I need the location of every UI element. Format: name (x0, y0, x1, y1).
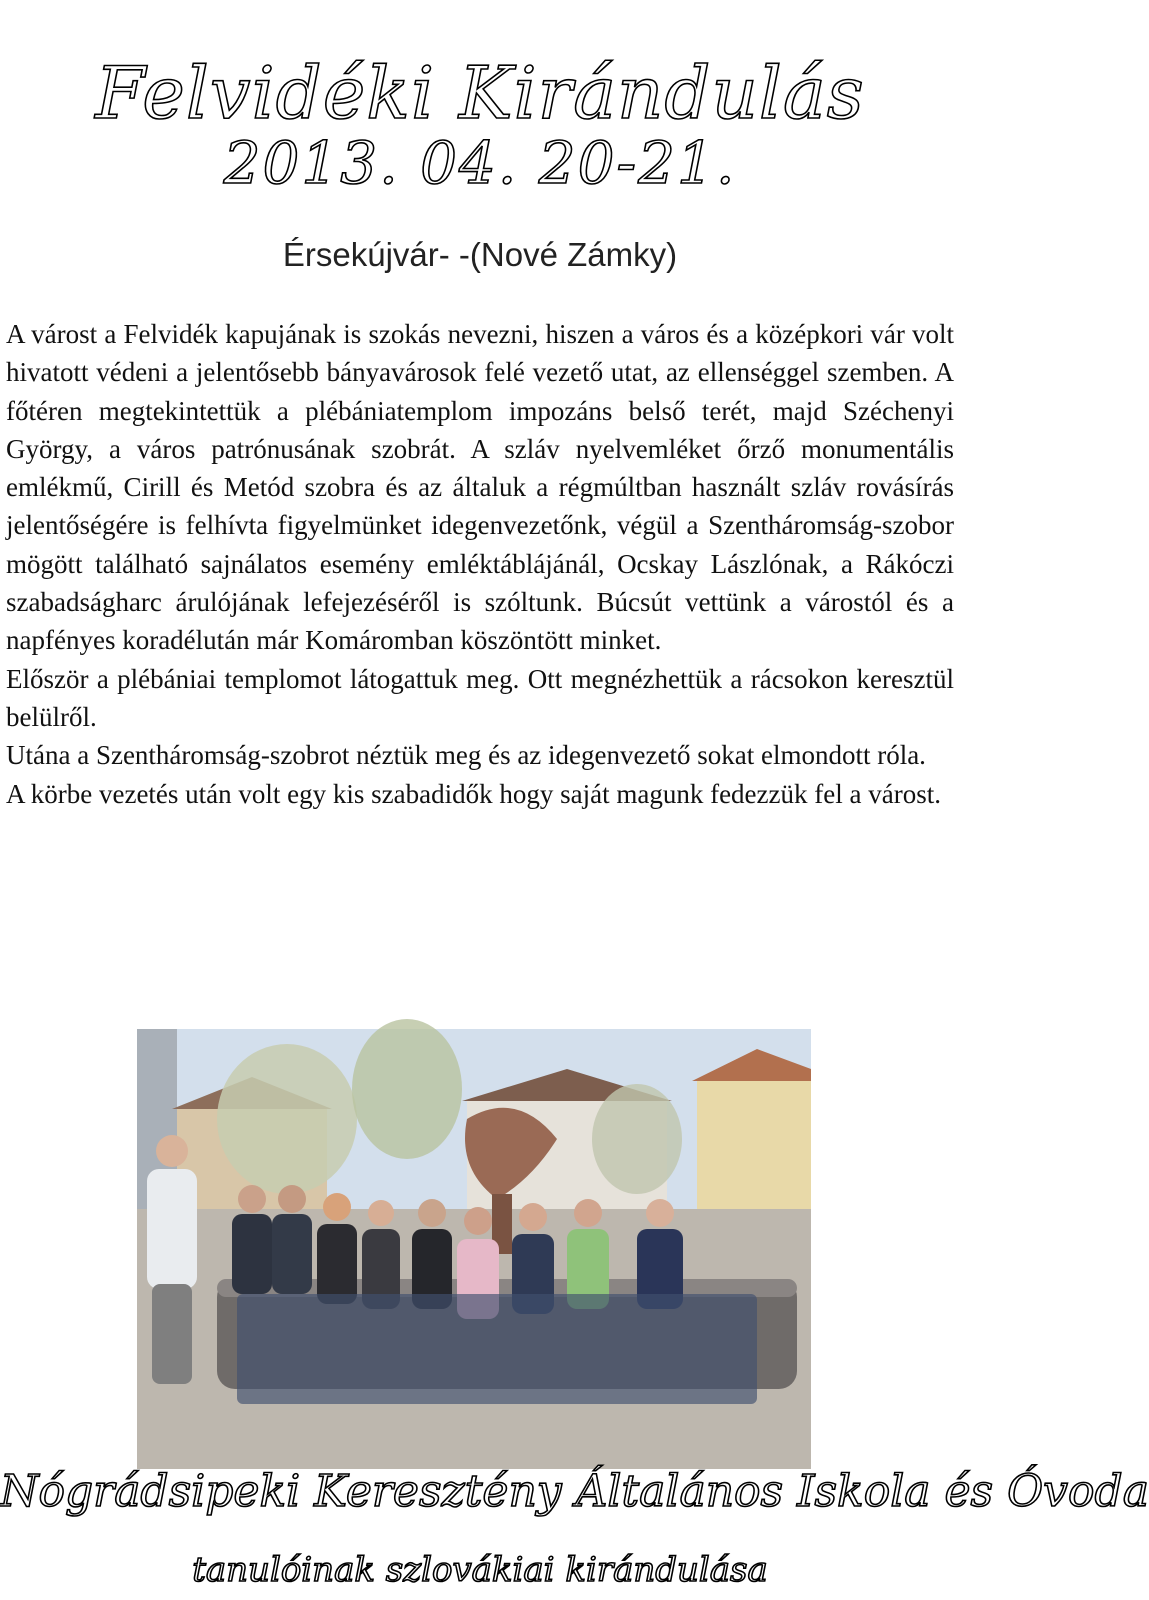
group-photo-illustration (137, 1029, 811, 1469)
trip-date: 2013. 04. 20-21. (223, 129, 737, 197)
paragraph-4: A körbe vezetés után volt egy kis szabadidők hogy saját magunk fedezzük fel a várost. (6, 778, 941, 809)
paragraph-1: A várost a Felvidék kapujának is szokás nevezni, hiszen a város és a középkori vár volt hivatott védeni a jelentősebb bányavárosok felé vezető utat, az ellenséggel szemben. A főtéren megtekintettük a plébániatemplom impozáns belső terét, majd Széchenyi György, a város patrónusának szobrát. A szláv nyelvemléket őrző monumentális emlékmű, Cirill és Metód szobra és az általuk a régmúltban használt szláv rovásírás jelentőségére is felhívta figyelmünket idegenvezetőnk, végül a Szentháromság-szobor mögött található sajnálatos esemény emléktáblájánál, Ocskay Lászlónak, a Rákóczi szabadságharc árulójának lefejezéséről is szóltunk. Búcsút vettünk a várostól és a napfényes koradélután már Komáromban köszöntött minket. (6, 319, 954, 656)
tree-left (217, 1044, 357, 1194)
group-photo (137, 1029, 811, 1469)
tree-center (352, 1019, 462, 1159)
location-subtitle: Érsekújvár- -(Nové Zámky) (282, 236, 678, 273)
school-name: Nógrádsipeki Keresztény Általános Iskola és Óvoda (0, 1466, 1149, 1517)
paragraph-3: Utána a Szentháromság-szobrot néztük meg és az idegenvezető sokat elmondott róla. (6, 740, 926, 771)
article-body (6, 315, 954, 813)
trip-caption: tanulóinak szlovákiai kirándulása (192, 1550, 768, 1590)
paragraph-2: Először a plébániai templomot látogattuk meg. Ott megnézhettük a rácsokon keresztül belülről. (6, 663, 954, 732)
building-right (697, 1079, 811, 1219)
page-title: Felvidéki Kirándulás (95, 51, 865, 136)
tree-right (592, 1084, 682, 1194)
